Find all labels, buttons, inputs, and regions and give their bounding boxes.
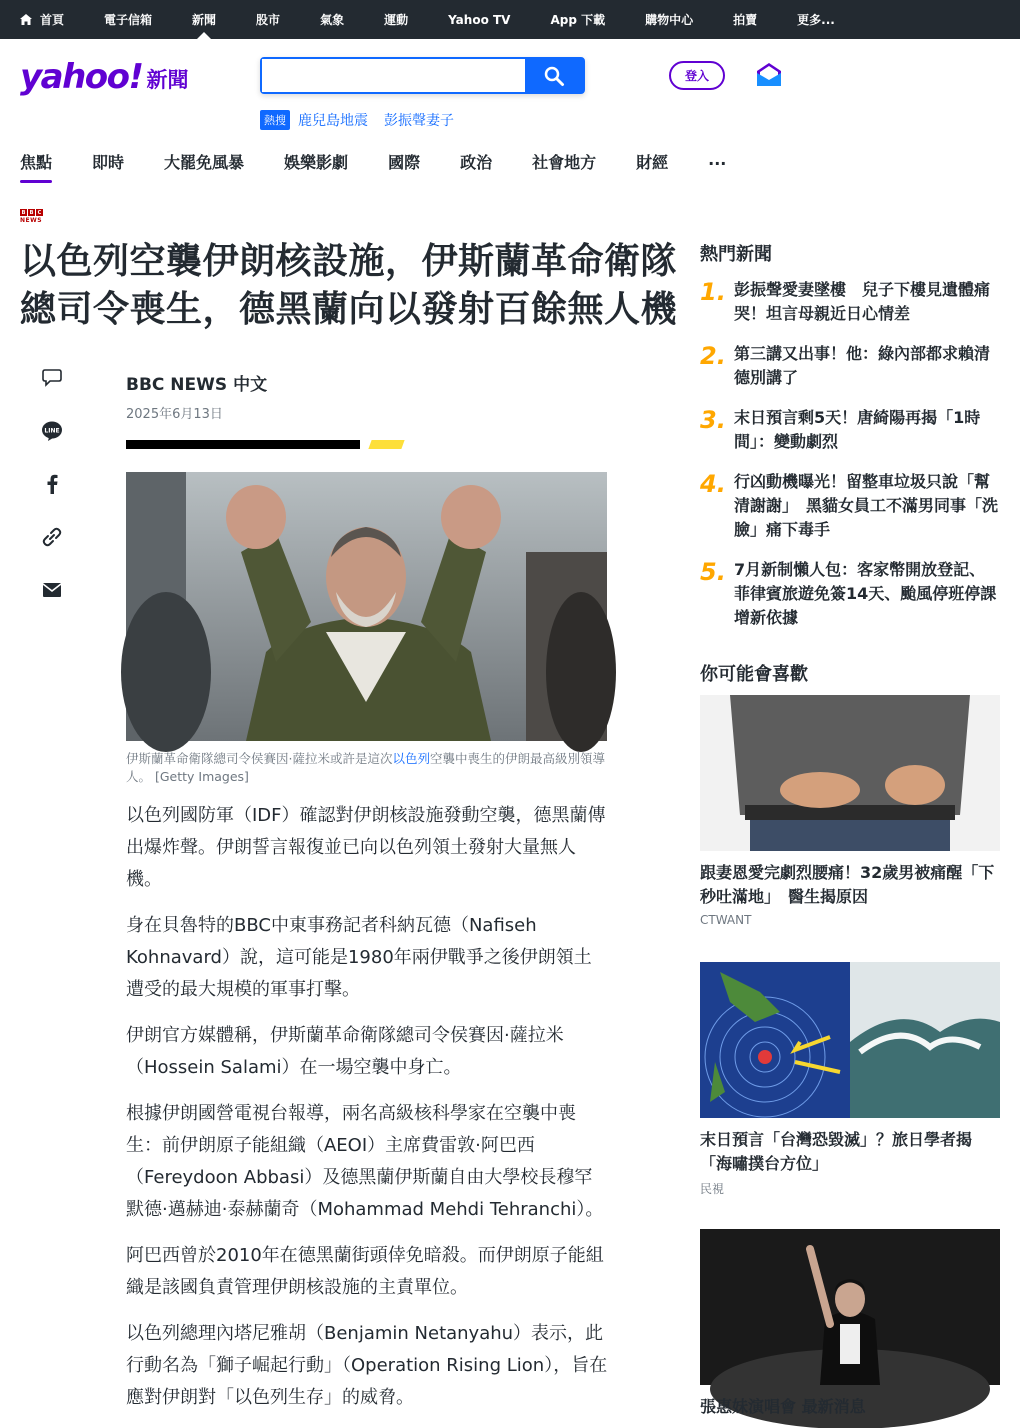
copy-link-button[interactable] (40, 525, 64, 549)
tab-more[interactable]: ... (708, 150, 727, 169)
topnav-item-weather[interactable]: 氣象 (320, 13, 345, 27)
top-navigation (0, 0, 1020, 39)
trending-badge: 熱搜 (260, 110, 290, 130)
tab-society[interactable]: 社會地方 (532, 153, 597, 172)
recommended-item[interactable] (700, 962, 1000, 1197)
share-bar (40, 366, 64, 602)
bbc-block: B (29, 209, 34, 216)
topnav-item-home[interactable] (20, 0, 64, 39)
article-paragraph: 根據伊朗國營電視台報導，兩名高級核科學家在空襲中喪生：前伊朗原子能組織（AEOI）主席費雷敦·阿巴西（Fereydoon Abbasi）及德黑蘭伊斯蘭自由大學校長穆罕默德·邁赫迪·泰赫蘭奇（Mohammad Mehdi Tehranchi）。 (126, 1103, 604, 1220)
hot-news-rank: 1. (700, 278, 726, 306)
recommended-item[interactable] (700, 695, 1000, 927)
bbc-news-logo[interactable] (20, 209, 43, 224)
topnav-item-news[interactable]: 新聞 (192, 0, 216, 39)
topnav-item-stocks[interactable]: 股市 (256, 13, 281, 27)
hot-news-item[interactable] (700, 342, 1000, 390)
hot-news-rank: 4. (700, 470, 726, 498)
logo-section: 新聞 (146, 68, 189, 92)
bbc-block: C (37, 209, 42, 216)
article-paragraph: 以色列總理內塔尼雅胡（Benjamin Netanyahu）表示，此行動名為「獅子崛起行動」（Operation Rising Lion），旨在應對伊朗對「以色列生存」的威脅。 (126, 1323, 608, 1408)
link-icon (41, 526, 63, 548)
email-share-button[interactable] (40, 578, 64, 602)
category-tabs (20, 150, 766, 183)
article-body (126, 800, 608, 1428)
recommended-headline: 張惠妹演唱會 最新消息 (700, 1397, 866, 1416)
home-icon (20, 14, 32, 25)
hot-news-headline: 行凶動機曝光！留整車垃圾只說「幫清謝謝」 黑貓女員工不滿男同事「洗臉」痛下毒手 (734, 472, 999, 539)
hot-news-headline: 末日預言剩5天！唐綺陽再揭「1時間」：變動劇烈 (734, 408, 981, 451)
tab-politics[interactable]: 政治 (460, 153, 493, 172)
search-input[interactable] (262, 59, 525, 92)
svg-text:LINE: LINE (44, 427, 60, 435)
photo-caption (126, 750, 606, 786)
recommended-thumbnail (700, 962, 1000, 1118)
article-paragraph: 身在貝魯特的BBC中東事務記者科納瓦德（Nafiseh Kohnavard）說，這可能是1980年兩伊戰爭之後伊朗領土遭受的最大規模的軍事打擊。 (126, 915, 592, 1000)
article-author[interactable]: BBC NEWS 中文 (126, 375, 268, 395)
caption-text: 空襲中喪生的伊朗最高級別領導人。 [Getty Images] (126, 751, 606, 784)
line-share-button[interactable] (40, 419, 64, 443)
recommended-thumbnail (700, 1229, 1000, 1385)
search-button[interactable] (525, 59, 583, 92)
recommended-headline: 跟妻恩愛完劇烈腰痛！32歲男被痛醒「下秒吐滿地」 醫生揭原因 (700, 863, 995, 906)
mail-icon[interactable] (757, 62, 781, 88)
hot-news-item[interactable] (700, 470, 1000, 542)
trending-keyword[interactable]: 彭振聲妻子 (384, 113, 454, 129)
facebook-icon (46, 474, 58, 494)
tab-recall[interactable]: 大罷免風暴 (164, 153, 245, 172)
tab-international[interactable]: 國際 (388, 153, 421, 172)
article-byline (126, 370, 267, 422)
hot-news-item[interactable] (700, 406, 1000, 454)
tab-realtime[interactable]: 即時 (92, 153, 125, 172)
article-paragraph: 阿巴西曾於2010年在德黑蘭街頭倖免暗殺。而伊朗原子能組織是該國負責管理伊朗核設施的主責單位。 (126, 1245, 604, 1298)
hot-news-list (700, 278, 1000, 646)
hot-news-rank: 3. (700, 406, 726, 434)
thumbnail-tsunami-map (700, 962, 1000, 1118)
topnav-item-app-download[interactable]: App 下載 (550, 13, 606, 27)
yahoo-news-logo[interactable] (20, 57, 189, 97)
topnav-item-mail[interactable]: 電子信箱 (104, 13, 153, 27)
article-paragraph: 以色列國防軍（IDF）確認對伊朗核設施發動空襲，德黑蘭傳出爆炸聲。伊朗誓言報復並已向以色列領土發射大量無人機。 (126, 805, 606, 890)
logo-brand: yahoo! (20, 57, 143, 97)
thumbnail-back-pain (700, 695, 1000, 851)
recommended-headline: 末日預言「台灣恐毀滅」？旅日學者揭「海嘯撲台方位」 (700, 1130, 973, 1173)
topnav-item-yahoo-tv[interactable]: Yahoo TV (448, 12, 511, 27)
article-headline: 以色列空襲伊朗核設施，伊斯蘭革命衛隊總司令喪生，德黑蘭向以發射百餘無人機 (20, 241, 678, 330)
thumbnail-singer-on-stage (700, 1229, 1000, 1385)
comment-button[interactable] (40, 366, 64, 390)
tab-finance[interactable]: 財經 (636, 153, 669, 172)
topnav-item-auction[interactable]: 拍賣 (733, 13, 758, 27)
recommended-source: CTWANT (700, 913, 752, 927)
caption-link[interactable]: 以色列 (392, 751, 430, 766)
bbc-news-text: NEWS (20, 217, 43, 224)
envelope-icon (42, 582, 62, 598)
comment-icon (42, 369, 62, 387)
tab-focus[interactable]: 焦點 (20, 150, 52, 183)
caption-text: 伊斯蘭革命衛隊總司令侯賽因·薩拉米或許是這次 (126, 751, 393, 766)
topnav-label: 首頁 (40, 13, 65, 27)
source-divider-accent (368, 440, 404, 449)
source-divider (126, 440, 360, 449)
hot-news-headline: 7月新制懶人包：客家幣開放登記、菲律賓旅遊免簽14天、颱風停班停課增新依據 (734, 560, 997, 627)
hot-news-title: 熱門新聞 (700, 244, 772, 265)
article-date: 2025年6月13日 (126, 407, 223, 422)
topnav-item-more[interactable]: 更多... (797, 13, 835, 27)
recommended-source: 民視 (700, 1182, 725, 1196)
bbc-block: B (21, 209, 26, 216)
article-photo[interactable] (126, 472, 607, 741)
topnav-item-sports[interactable]: 運動 (384, 13, 409, 27)
hot-news-rank: 5. (700, 558, 726, 586)
search-bar (260, 57, 585, 94)
hot-news-headline: 彭振聲愛妻墜樓 兒子下樓見遺體痛哭！坦言母親近日心情差 (734, 280, 991, 323)
trending-searches (260, 110, 470, 130)
recommended-thumbnail (700, 695, 1000, 851)
hot-news-item[interactable] (700, 278, 1000, 326)
facebook-share-button[interactable] (40, 472, 64, 496)
hot-news-headline: 第三講又出事！他：綠內部都求賴清德別講了 (734, 344, 991, 387)
topnav-item-shopping[interactable]: 購物中心 (645, 13, 694, 27)
hot-news-item[interactable] (700, 558, 1000, 630)
bbc-blocks (20, 209, 43, 216)
search-icon (544, 66, 564, 86)
recommended-title: 你可能會喜歡 (700, 664, 808, 685)
hot-news-rank: 2. (700, 342, 726, 370)
tab-entertainment[interactable]: 娛樂影劇 (284, 153, 349, 172)
line-icon (41, 420, 63, 442)
photo-general-raising-fists (126, 472, 607, 741)
login-button[interactable]: 登入 (669, 61, 725, 90)
article-paragraph: 伊朗官方媒體稱，伊斯蘭革命衛隊總司令侯賽因·薩拉米（Hossein Salami）在一場空襲中身亡。 (126, 1025, 564, 1078)
recommended-item[interactable] (700, 1229, 1000, 1423)
trending-keyword[interactable]: 鹿兒島地震 (298, 113, 368, 129)
